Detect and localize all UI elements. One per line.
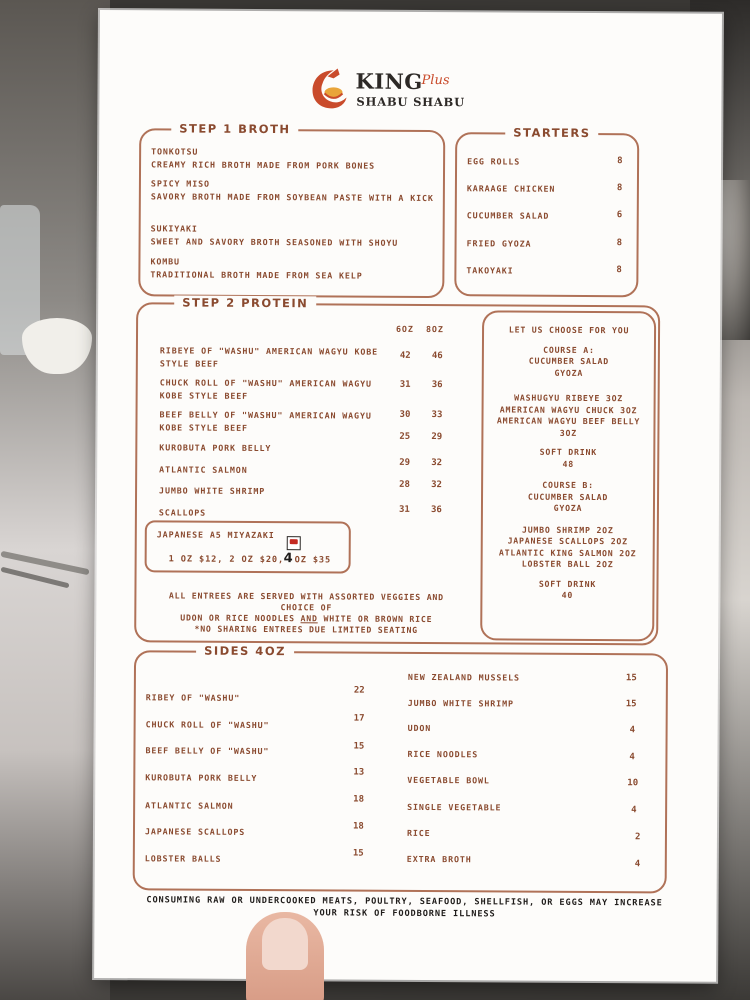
side-name: RICE [406,827,431,839]
course-a-title: COURSE A: [543,344,595,355]
entree-note-line: ALL ENTREES ARE SERVED WITH ASSORTED VEGGIES AND [168,590,444,603]
entree-note-and: AND [300,613,318,624]
step1-title: STEP 1 BROTH [171,121,298,136]
starter-price: 8 [616,238,623,249]
substitute-icon [287,536,301,550]
logo-plus-text: Plus [421,72,450,89]
a5-handwritten-4: 4 [283,551,294,567]
protein-price-8oz: 33 [431,410,443,421]
starter-name: KARAAGE CHICKEN [466,183,556,194]
protein-price-6oz: 31 [399,379,411,390]
sides-title: SIDES 4OZ [196,644,294,659]
step1-broth-section [138,121,445,298]
background-left [0,0,110,1000]
column-8oz: 8OZ [426,323,444,335]
course-a-item: WASHUGYU RIBEYE 3OZ [514,392,624,404]
side-name: NEW ZEALAND MUSSELS [407,671,520,683]
side-price: 15 [625,699,637,710]
logo-mark-icon [309,66,349,110]
protein-name: SCALLOPS [158,507,207,518]
course-a-item: CUCUMBER SALAD [528,355,610,367]
a5-prices-a: 1 OZ $12, 2 OZ $20, [168,554,285,566]
entree-note-part: WHITE OR BROWN RICE [317,613,433,625]
starter-name: CUCUMBER SALAD [466,210,550,221]
side-price: 4 [629,725,636,736]
protein-price-8oz: 36 [430,505,442,516]
broth-desc: CREAMY RICH BROTH MADE FROM PORK BONES [151,159,376,171]
side-price: 18 [352,821,364,832]
side-price: 22 [353,685,365,696]
a5-title: JAPANESE A5 MIYAZAKI [156,529,275,541]
course-b-drink: SOFT DRINK [538,578,597,589]
starters-section [454,125,639,297]
side-name: LOBSTER BALLS [144,853,222,864]
course-b-price: 40 [561,589,574,600]
course-a-item: AMERICAN WAGYU BEEF BELLY 3OZ [496,415,641,438]
course-a-drink: SOFT DRINK [539,446,597,458]
side-price: 4 [634,859,641,870]
starter-price: 8 [616,183,623,194]
side-name: UDON [407,722,432,734]
entree-note-line: *NO SHARING ENTREES DUE LIMITED SEATING [194,623,418,635]
side-name: JUMBO WHITE SHRIMP [407,697,514,709]
broth-name: TONKOTSU [151,146,199,157]
broth-name: SUKIYAKI [150,223,198,234]
broth-name: SPICY MISO [150,178,210,189]
chef-choice-content [486,324,650,601]
protein-price-8oz: 29 [431,432,443,443]
column-6oz: 6OZ [396,323,414,334]
protein-name: CHUCK ROLL OF "WASHU" AMERICAN WAGYU KOBE STYLE BEEF [159,377,372,401]
side-price: 4 [629,752,635,763]
step2-protein-section [134,295,660,645]
entree-note [136,590,476,636]
side-name: JAPANESE SCALLOPS [144,826,246,837]
side-name: CHUCK ROLL OF "WASHU" [145,719,270,731]
protein-price-6oz: 30 [399,409,411,420]
starters-title: STARTERS [505,125,598,140]
broth-desc: SWEET AND SAVORY BROTH SEASONED WITH SHOYU [150,236,399,248]
thumb-nail [262,918,308,970]
starter-price: 6 [616,210,623,221]
side-name: RIBEY OF "WASHU" [145,692,241,703]
a5-miyazaki-box [145,520,351,573]
course-b-item: ATLANTIC KING SALMON 2OZ [498,546,637,558]
protein-price-8oz: 36 [431,380,443,391]
side-price: 15 [352,848,364,859]
protein-name: RIBEYE OF "WASHU" AMERICAN WAGYU KOBE STYLE BEEF [159,345,379,369]
side-price: 4 [631,805,637,816]
protein-name: BEEF BELLY OF "WASHU" AMERICAN WAGYU KOBE STYLE BEEF [159,409,372,433]
health-warning [104,894,704,922]
course-a-item: GYOZA [554,367,584,378]
side-price: 15 [353,741,365,752]
starter-name: EGG ROLLS [467,156,521,167]
chef-heading: LET US CHOOSE FOR YOU [508,324,630,336]
course-a-price: 48 [562,458,575,469]
side-price: 13 [353,767,365,778]
health-warning-line: YOUR RISK OF FOODBORNE ILLNESS [313,908,496,920]
side-price: 15 [625,673,637,684]
course-b-item: GYOZA [553,502,583,513]
course-b-title: COURSE B: [542,479,594,491]
sides-section [133,643,668,893]
starter-price: 8 [616,265,622,276]
step2-title: STEP 2 PROTEIN [174,295,316,310]
broth-name: KOMBU [150,256,180,267]
chef-choice-box [480,310,656,641]
side-name: BEEF BELLY OF "WASHU" [145,745,270,757]
protein-price-8oz: 32 [431,458,443,469]
menu-sheet [94,10,722,982]
protein-name: ATLANTIC SALMON [159,464,248,475]
protein-price-6oz: 42 [399,350,411,361]
course-b-item: LOBSTER BALL 2OZ [521,558,614,570]
side-price: 17 [353,713,365,724]
side-name: RICE NOODLES [407,748,479,760]
logo-shabu-text: SHABU SHABU [356,94,465,110]
course-a-item: AMERICAN WAGYU CHUCK 3OZ [499,403,638,415]
side-name: VEGETABLE BOWL [407,774,490,786]
protein-price-8oz: 32 [431,480,442,491]
protein-name: KUROBUTA PORK BELLY [159,442,272,454]
starter-name: FRIED GYOZA [466,238,532,249]
side-name: SINGLE VEGETABLE [407,801,502,813]
side-name: EXTRA BROTH [406,853,472,865]
protein-price-6oz: 25 [399,431,411,442]
starter-name: TAKOYAKI [466,265,514,276]
logo-king-text: KING [355,68,423,94]
broth-desc: TRADITIONAL BROTH MADE FROM SEA KELP [150,269,363,281]
starter-price: 8 [617,156,623,167]
protein-price-6oz: 28 [399,479,410,490]
entree-note-part: UDON OR RICE NOODLES [180,612,301,624]
side-price: 18 [353,794,365,805]
protein-name: JUMBO WHITE SHRIMP [159,485,266,497]
protein-price-8oz: 46 [431,351,443,362]
side-price: 2 [634,832,641,843]
restaurant-logo [309,66,469,117]
protein-price-6oz: 31 [398,504,410,515]
health-warning-line: CONSUMING RAW OR UNDERCOOKED MEATS, POULTRY, SEAFOOD, SHELLFISH, OR EGGS MAY INCREASE [146,895,663,909]
side-name: ATLANTIC SALMON [145,800,234,811]
broth-desc: SAVORY BROTH MADE FROM SOYBEAN PASTE WITH A KICK [150,191,434,204]
course-b-item: JAPANESE SCALLOPS 2OZ [507,535,628,547]
course-b-item: CUCUMBER SALAD [527,491,609,502]
course-b-item: JUMBO SHRIMP 2OZ [521,524,614,535]
side-name: KUROBUTA PORK BELLY [145,772,258,783]
entree-note-line: CHOICE OF [280,602,333,613]
a5-prices-b: OZ $35 [294,555,332,566]
protein-price-6oz: 29 [399,457,411,468]
side-price: 10 [627,778,639,789]
